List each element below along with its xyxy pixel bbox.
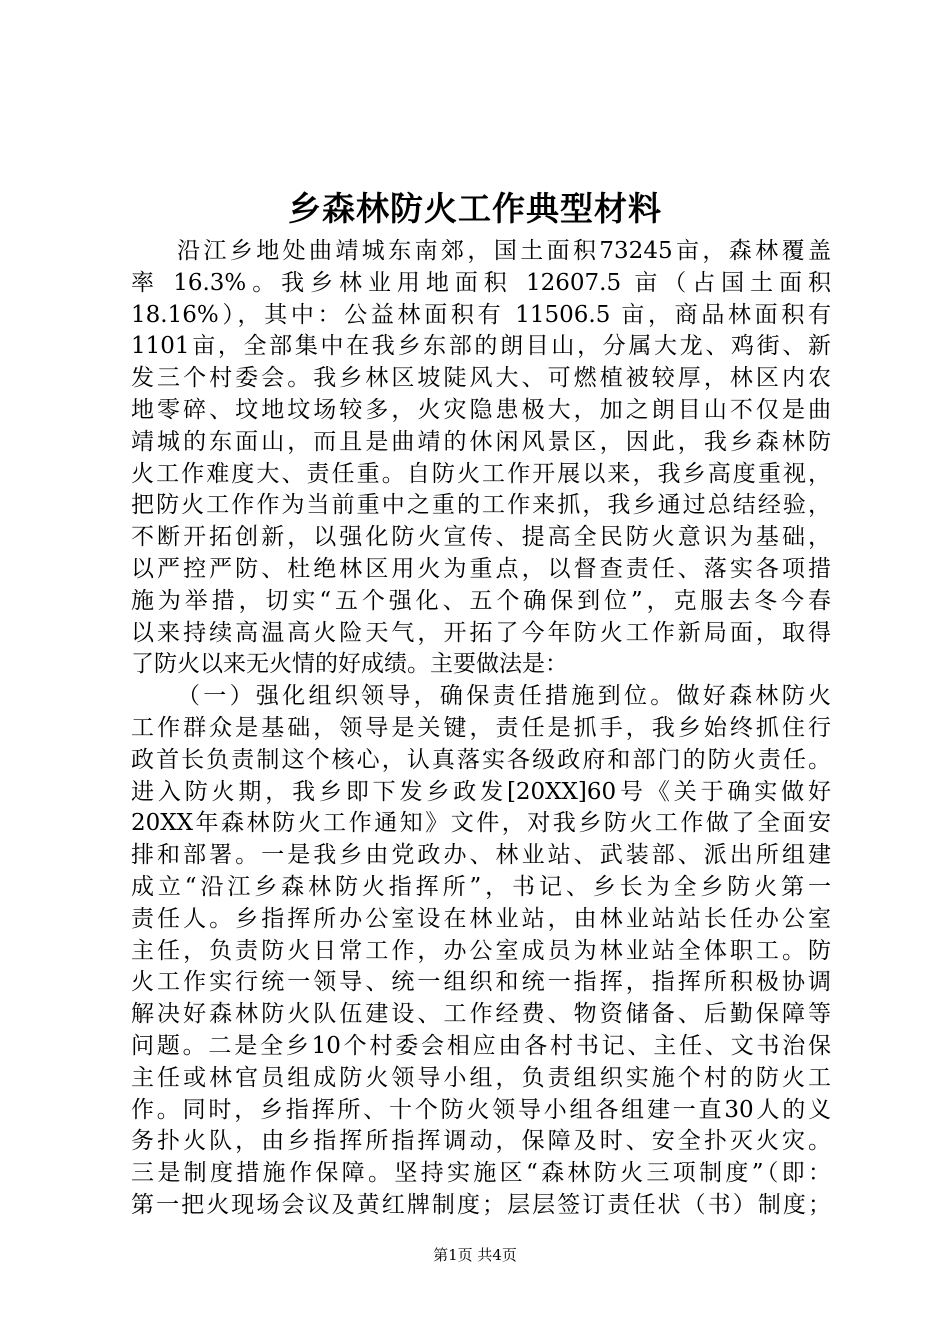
text-line: 发三个村委会。我乡林区坡陡风大、可燃植被较厚，林区内农 bbox=[131, 365, 831, 392]
text-line: 主任，负责防火日常工作，办公室成员为林业站全体职工。防 bbox=[131, 937, 831, 964]
text-line: 进入防火期，我乡即下发乡政发[20XX]60号《关于确实做好 bbox=[131, 778, 831, 805]
document-title: 乡森林防火工作典型材料 bbox=[288, 189, 662, 228]
text-line: 政首长负责制这个核心，认真落实各级政府和部门的防火责任。 bbox=[131, 746, 831, 773]
page-footer: 第1页 共4页 bbox=[433, 1246, 517, 1264]
text-line: 成立“沿江乡森林防火指挥所”，书记、乡长为全乡防火第一 bbox=[131, 873, 831, 900]
text-line: 地零碎、坟地坟场较多，火灾隐患极大，加之朗目山不仅是曲 bbox=[131, 396, 831, 423]
text-line: 三是制度措施作保障。坚持实施区“森林防火三项制度”（即： bbox=[131, 1160, 831, 1187]
text-line: 排和部署。一是我乡由党政办、林业站、武装部、派出所组建 bbox=[131, 842, 831, 869]
text-line: 18.16%），其中：公益林面积有 11506.5 亩，商品林面积有 bbox=[131, 301, 831, 328]
text-line: 施为举措，切实“五个强化、五个确保到位”，克服去冬今春 bbox=[131, 587, 831, 614]
text-line: 火工作难度大、责任重。自防火工作开展以来，我乡高度重视， bbox=[131, 460, 831, 487]
text-line: 主任或林官员组成防火领导小组，负责组织实施个村的防火工 bbox=[131, 1064, 831, 1091]
text-line: 责任人。乡指挥所办公室设在林业站，由林业站站长任办公室 bbox=[131, 905, 831, 932]
text-line: 20XX年森林防火工作通知》文件，对我乡防火工作做了全面安 bbox=[131, 810, 831, 837]
text-line: 了防火以来无火情的好成绩。主要做法是： bbox=[131, 651, 568, 678]
text-line: 作。同时，乡指挥所、十个防火领导小组各组建一直30人的义 bbox=[131, 1096, 831, 1123]
text-line: 以来持续高温高火险天气，开拓了今年防火工作新局面，取得 bbox=[131, 619, 831, 646]
text-line: （一）强化组织领导，确保责任措施到位。做好森林防火 bbox=[177, 683, 831, 710]
text-line: 靖城的东面山，而且是曲靖的休闲风景区，因此，我乡森林防 bbox=[131, 428, 831, 455]
text-line: 工作群众是基础，领导是关键，责任是抓手，我乡始终抓住行 bbox=[131, 714, 831, 741]
text-line: 问题。二是全乡10个村委会相应由各村书记、主任、文书治保 bbox=[131, 1032, 831, 1059]
text-line: 把防火工作作为当前重中之重的工作来抓，我乡通过总结经验， bbox=[131, 492, 831, 519]
text-line: 以严控严防、杜绝林区用火为重点，以督查责任、落实各项措 bbox=[131, 555, 831, 582]
text-line: 沿江乡地处曲靖城东南郊，国土面积73245亩，森林覆盖 bbox=[177, 238, 831, 264]
text-line: 率 16.3%。我乡林业用地面积 12607.5 亩（占国土面积 bbox=[131, 269, 831, 296]
text-line: 1101亩，全部集中在我乡东部的朗目山，分属大龙、鸡街、新 bbox=[131, 333, 831, 360]
text-line: 务扑火队，由乡指挥所指挥调动，保障及时、安全扑灭火灾。 bbox=[131, 1128, 831, 1155]
text-line: 火工作实行统一领导、统一组织和统一指挥，指挥所积极协调 bbox=[131, 969, 831, 996]
text-line: 解决好森林防火队伍建设、工作经费、物资储备、后勤保障等 bbox=[131, 1001, 831, 1028]
text-line: 不断开拓创新，以强化防火宣传、提高全民防火意识为基础， bbox=[131, 524, 831, 551]
document-body bbox=[131, 236, 831, 1222]
text-line: 第一把火现场会议及黄红牌制度；层层签订责任状（书）制度； bbox=[131, 1191, 831, 1218]
